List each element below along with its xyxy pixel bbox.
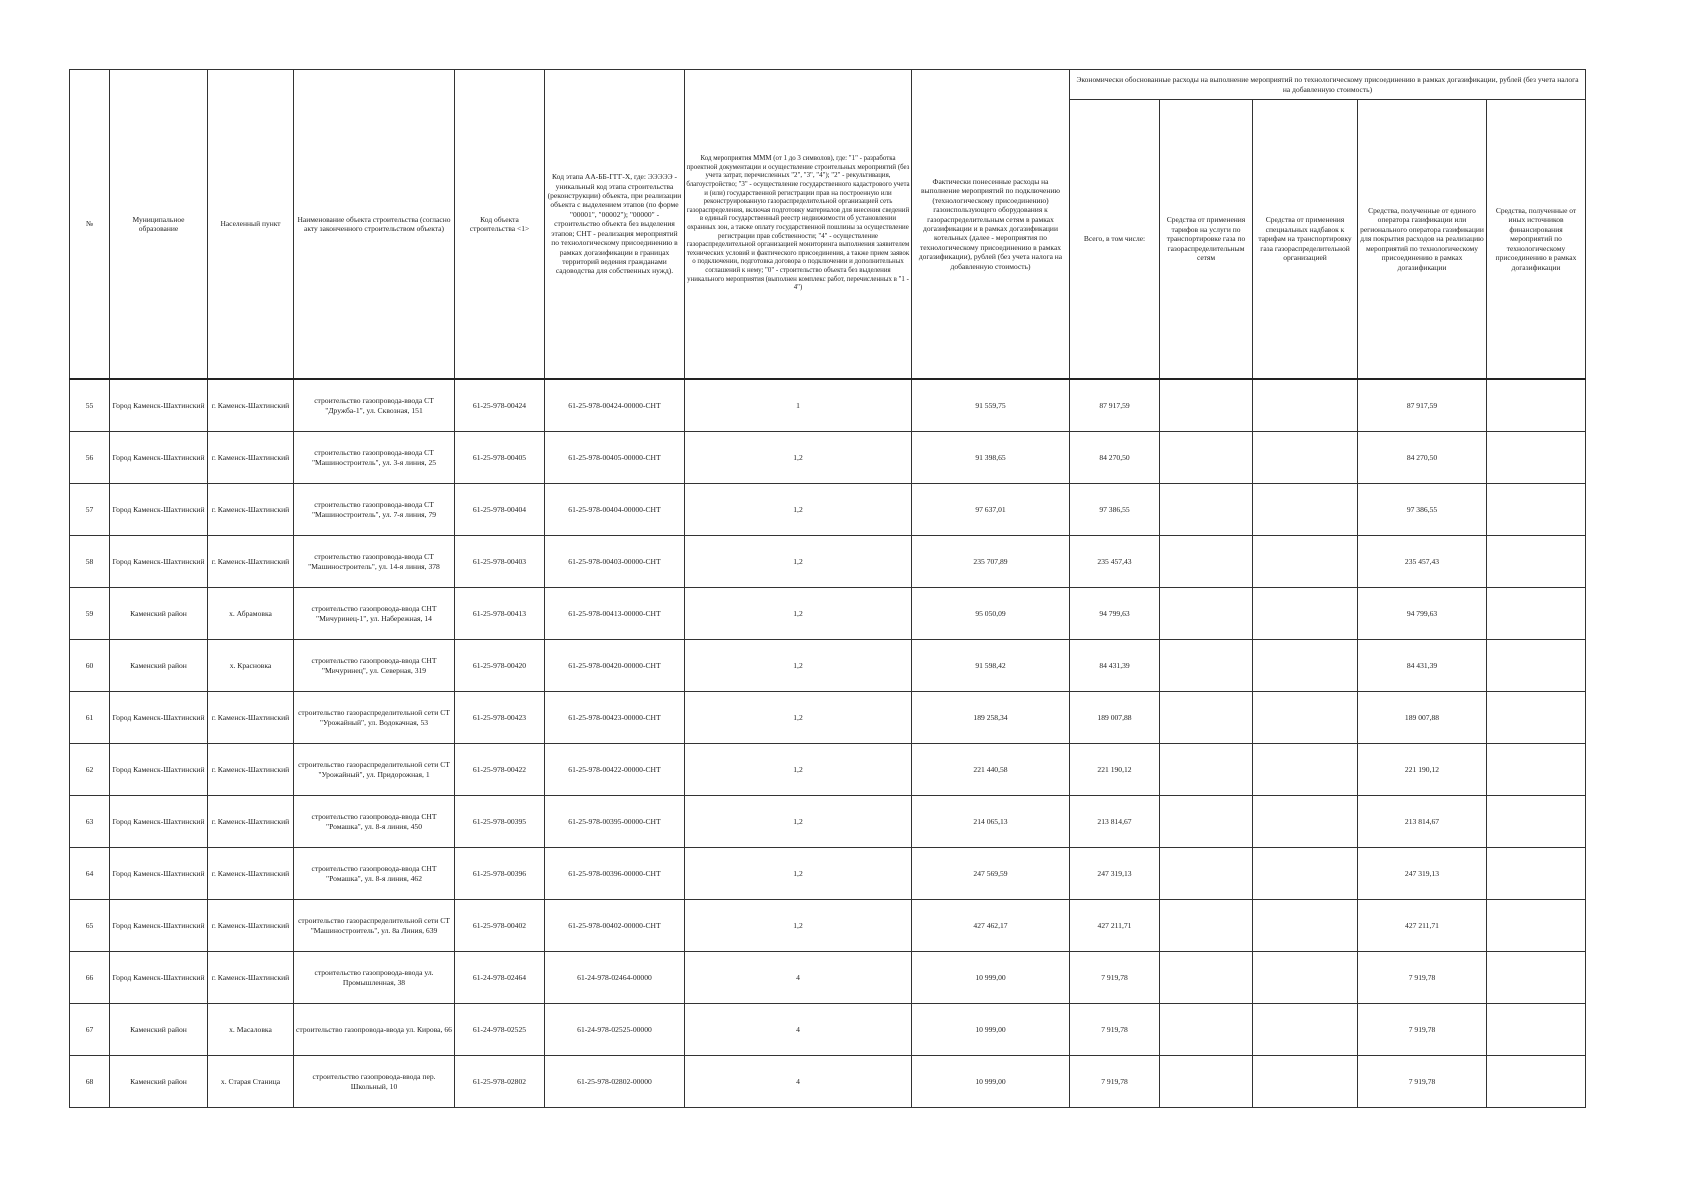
cell-other xyxy=(1487,588,1586,640)
cell-total: 247 319,13 xyxy=(1070,848,1160,900)
cell-other xyxy=(1487,379,1586,432)
cell-surcharges xyxy=(1253,848,1358,900)
cell-surcharges xyxy=(1253,952,1358,1004)
cell-total: 84 431,39 xyxy=(1070,640,1160,692)
header-stage-code: Код этапа АА-ББ-ГГГ-Х, где: ЭЭЭЭЭ - уникальный код этапа строительства (реконструкции) объекта, при реализации объекта с выделением этапов (по форме "00001", "00002"); "00000" - строительство объекта без выделения этапов; СНТ - реализация мероприятий по технологическому присоединению в рамках догазификации в границах территорий ведения гражданами садоводства для собственных нужд). xyxy=(545,70,685,380)
table-row xyxy=(70,379,1586,432)
cell-operator: 427 211,71 xyxy=(1358,900,1487,952)
cell-stage-code: 61-24-978-02464-00000 xyxy=(545,952,685,1004)
cell-actual-costs: 10 999,00 xyxy=(912,1056,1070,1108)
cell-event-code: 1,2 xyxy=(685,848,912,900)
cell-stage-code: 61-25-978-00423-00000-СНТ xyxy=(545,692,685,744)
cell-municipality: Каменский район xyxy=(110,588,208,640)
table-row xyxy=(70,1004,1586,1056)
cell-num: 67 xyxy=(70,1004,110,1056)
cell-num: 57 xyxy=(70,484,110,536)
cell-municipality: Каменский район xyxy=(110,640,208,692)
cell-municipality: Город Каменск-Шахтинский xyxy=(110,848,208,900)
cell-stage-code: 61-25-978-02802-00000 xyxy=(545,1056,685,1108)
cell-municipality: Город Каменск-Шахтинский xyxy=(110,536,208,588)
cell-total: 221 190,12 xyxy=(1070,744,1160,796)
table-row xyxy=(70,588,1586,640)
cell-num: 66 xyxy=(70,952,110,1004)
header-object-code: Код объекта строительства <1> xyxy=(455,70,545,380)
cell-actual-costs: 91 559,75 xyxy=(912,379,1070,432)
cell-object-code: 61-25-978-00396 xyxy=(455,848,545,900)
cell-object-name: строительство газораспределительной сети СТ "Урожайный", ул. Придорожная, 1 xyxy=(294,744,455,796)
cell-tariffs xyxy=(1160,640,1253,692)
cell-surcharges xyxy=(1253,900,1358,952)
cell-other xyxy=(1487,536,1586,588)
cell-other xyxy=(1487,640,1586,692)
cell-stage-code: 61-25-978-00424-00000-СНТ xyxy=(545,379,685,432)
header-econ-group: Экономически обоснованные расходы на выполнение мероприятий по технологическому присоединению в рамках догазификации, рублей (без учета налога на добавленную стоимость) xyxy=(1070,70,1586,100)
cell-tariffs xyxy=(1160,588,1253,640)
cell-event-code: 1,2 xyxy=(685,692,912,744)
cell-operator: 247 319,13 xyxy=(1358,848,1487,900)
cell-settlement: г. Каменск-Шахтинский xyxy=(208,432,294,484)
cell-event-code: 1,2 xyxy=(685,796,912,848)
cell-surcharges xyxy=(1253,796,1358,848)
cell-other xyxy=(1487,796,1586,848)
cell-municipality: Каменский район xyxy=(110,1004,208,1056)
cell-object-name: строительство газопровода-ввода СНТ "Ромашка", ул. 8-я линия, 450 xyxy=(294,796,455,848)
cell-total: 7 919,78 xyxy=(1070,952,1160,1004)
cell-object-code: 61-25-978-00424 xyxy=(455,379,545,432)
cell-object-code: 61-25-978-00402 xyxy=(455,900,545,952)
cell-event-code: 1,2 xyxy=(685,536,912,588)
cell-num: 60 xyxy=(70,640,110,692)
cell-object-code: 61-24-978-02525 xyxy=(455,1004,545,1056)
cell-total: 235 457,43 xyxy=(1070,536,1160,588)
cell-total: 7 919,78 xyxy=(1070,1004,1160,1056)
cell-municipality: Город Каменск-Шахтинский xyxy=(110,692,208,744)
cell-num: 63 xyxy=(70,796,110,848)
cell-settlement: х. Абрамовка xyxy=(208,588,294,640)
cell-municipality: Город Каменск-Шахтинский xyxy=(110,900,208,952)
cell-operator: 87 917,59 xyxy=(1358,379,1487,432)
cell-object-code: 61-25-978-00403 xyxy=(455,536,545,588)
cell-num: 62 xyxy=(70,744,110,796)
cell-object-code: 61-25-978-00413 xyxy=(455,588,545,640)
cell-total: 84 270,50 xyxy=(1070,432,1160,484)
cell-other xyxy=(1487,484,1586,536)
cell-object-code: 61-25-978-00395 xyxy=(455,796,545,848)
cell-num: 64 xyxy=(70,848,110,900)
cell-object-name: строительство газопровода-ввода СНТ "Мичуринец-1", ул. Набережная, 14 xyxy=(294,588,455,640)
cell-municipality: Город Каменск-Шахтинский xyxy=(110,952,208,1004)
cell-settlement: г. Каменск-Шахтинский xyxy=(208,536,294,588)
cell-object-code: 61-25-978-00422 xyxy=(455,744,545,796)
cell-tariffs xyxy=(1160,536,1253,588)
cell-object-name: строительство газораспределительной сети СТ "Урожайный", ул. Водокачная, 53 xyxy=(294,692,455,744)
cell-tariffs xyxy=(1160,692,1253,744)
cell-actual-costs: 427 462,17 xyxy=(912,900,1070,952)
cell-total: 94 799,63 xyxy=(1070,588,1160,640)
table-row xyxy=(70,796,1586,848)
cell-object-code: 61-25-978-00405 xyxy=(455,432,545,484)
cell-num: 58 xyxy=(70,536,110,588)
cell-total: 213 814,67 xyxy=(1070,796,1160,848)
cell-stage-code: 61-25-978-00395-00000-СНТ xyxy=(545,796,685,848)
cell-operator: 221 190,12 xyxy=(1358,744,1487,796)
cell-object-name: строительство газопровода-ввода СНТ "Мичуринец", ул. Северная, 319 xyxy=(294,640,455,692)
cell-other xyxy=(1487,692,1586,744)
cell-stage-code: 61-25-978-00413-00000-СНТ xyxy=(545,588,685,640)
cell-settlement: г. Каменск-Шахтинский xyxy=(208,952,294,1004)
cell-event-code: 4 xyxy=(685,1056,912,1108)
cell-surcharges xyxy=(1253,379,1358,432)
header-tariffs: Средства от применения тарифов на услуги по транспортировке газа по газораспределительным сетям xyxy=(1160,100,1253,380)
cell-settlement: х. Красновка xyxy=(208,640,294,692)
cell-municipality: Каменский район xyxy=(110,1056,208,1108)
cell-stage-code: 61-25-978-00403-00000-СНТ xyxy=(545,536,685,588)
table-header xyxy=(70,70,1586,380)
cell-object-code: 61-25-978-00404 xyxy=(455,484,545,536)
cell-tariffs xyxy=(1160,1004,1253,1056)
cell-actual-costs: 10 999,00 xyxy=(912,952,1070,1004)
cell-other xyxy=(1487,1056,1586,1108)
cell-num: 61 xyxy=(70,692,110,744)
cell-total: 97 386,55 xyxy=(1070,484,1160,536)
header-event-code: Код мероприятия МММ (от 1 до 3 символов), где: "1" - разработка проектной документации и осуществление строительных мероприятий (без учета затрат, перечисленных "2", "3", "4"); "2" - рекультивация, благоустройство; "3" - осуществление государственного кадастрового учета и (или) государственной регистрации прав на построенную или реконструированную газораспределительной организацией сеть газораспределения, включая подготовку материалов для внесения сведений в единый государственный реестр недвижимости об установлении охранных зон, а также оплату государственной пошлины за осуществление регистрации прав собственности; "4" - осуществление газораспределительной организацией мониторинга выполнения заявителем технических условий и фактического присоединения, а также прием заявок о подключении, подготовка договора о подключении и дополнительных соглашений к нему; "0" - строительство объекта без выделения уникального мероприятия (выполнен комплекс работ, перечисленных в "1 - 4") xyxy=(685,70,912,380)
cell-tariffs xyxy=(1160,952,1253,1004)
cell-object-name: строительство газораспределительной сети СТ "Машиностроитель", ул. 8а Линия, 639 xyxy=(294,900,455,952)
cell-surcharges xyxy=(1253,692,1358,744)
table-row xyxy=(70,432,1586,484)
cell-object-name: строительство газопровода-ввода СТ "Машиностроитель", ул. 7-я линия, 79 xyxy=(294,484,455,536)
cell-surcharges xyxy=(1253,744,1358,796)
cell-object-name: строительство газопровода-ввода СТ "Машиностроитель", ул. 14-я линия, 378 xyxy=(294,536,455,588)
cell-municipality: Город Каменск-Шахтинский xyxy=(110,744,208,796)
cell-surcharges xyxy=(1253,536,1358,588)
cell-object-name: строительство газопровода-ввода СНТ "Ромашка", ул. 8-я линия, 462 xyxy=(294,848,455,900)
cell-object-code: 61-24-978-02464 xyxy=(455,952,545,1004)
table-row xyxy=(70,692,1586,744)
cell-tariffs xyxy=(1160,900,1253,952)
gasification-costs-table xyxy=(69,69,1586,1108)
cell-operator: 84 431,39 xyxy=(1358,640,1487,692)
cell-municipality: Город Каменск-Шахтинский xyxy=(110,484,208,536)
cell-settlement: х. Старая Станица xyxy=(208,1056,294,1108)
cell-tariffs xyxy=(1160,432,1253,484)
cell-object-name: строительство газопровода-ввода ул. Кирова, 66 xyxy=(294,1004,455,1056)
cell-object-name: строительство газопровода-ввода СТ "Машиностроитель", ул. 3-я линия, 25 xyxy=(294,432,455,484)
cell-total: 87 917,59 xyxy=(1070,379,1160,432)
cell-stage-code: 61-25-978-00402-00000-СНТ xyxy=(545,900,685,952)
cell-operator: 7 919,78 xyxy=(1358,1056,1487,1108)
cell-settlement: х. Масаловка xyxy=(208,1004,294,1056)
cell-actual-costs: 91 598,42 xyxy=(912,640,1070,692)
cell-total: 427 211,71 xyxy=(1070,900,1160,952)
cell-other xyxy=(1487,952,1586,1004)
cell-operator: 189 007,88 xyxy=(1358,692,1487,744)
cell-operator: 7 919,78 xyxy=(1358,1004,1487,1056)
cell-stage-code: 61-25-978-00422-00000-СНТ xyxy=(545,744,685,796)
cell-other xyxy=(1487,900,1586,952)
header-other: Средства, полученные от иных источников финансирования мероприятий по технологическому присоединению в рамках догазификации xyxy=(1487,100,1586,380)
cell-actual-costs: 235 707,89 xyxy=(912,536,1070,588)
cell-tariffs xyxy=(1160,796,1253,848)
cell-event-code: 1,2 xyxy=(685,744,912,796)
cell-event-code: 1,2 xyxy=(685,484,912,536)
header-num: № xyxy=(70,70,110,380)
cell-event-code: 1,2 xyxy=(685,432,912,484)
cell-other xyxy=(1487,848,1586,900)
cell-object-code: 61-25-978-02802 xyxy=(455,1056,545,1108)
cell-event-code: 4 xyxy=(685,952,912,1004)
cell-num: 68 xyxy=(70,1056,110,1108)
table-body xyxy=(70,379,1586,1108)
cell-tariffs xyxy=(1160,484,1253,536)
table-row xyxy=(70,484,1586,536)
cell-stage-code: 61-25-978-00396-00000-СНТ xyxy=(545,848,685,900)
cell-stage-code: 61-25-978-00404-00000-СНТ xyxy=(545,484,685,536)
cell-tariffs xyxy=(1160,848,1253,900)
cell-surcharges xyxy=(1253,640,1358,692)
cell-settlement: г. Каменск-Шахтинский xyxy=(208,900,294,952)
cell-actual-costs: 214 065,13 xyxy=(912,796,1070,848)
cell-settlement: г. Каменск-Шахтинский xyxy=(208,796,294,848)
cell-operator: 84 270,50 xyxy=(1358,432,1487,484)
cell-event-code: 1,2 xyxy=(685,900,912,952)
header-actual-costs: Фактически понесенные расходы на выполнение мероприятий по подключению (технологическому присоединению) газоиспользующего оборудования к газораспределительным сетям в рамках догазификации и в рамках догазификации котельных (далее - мероприятия по технологическому присоединению в рамках догазификации), рублей (без учета налога на добавленную стоимость) xyxy=(912,70,1070,380)
cell-operator: 94 799,63 xyxy=(1358,588,1487,640)
header-municipality: Муниципальное образование xyxy=(110,70,208,380)
cell-operator: 235 457,43 xyxy=(1358,536,1487,588)
cell-object-code: 61-25-978-00420 xyxy=(455,640,545,692)
cell-municipality: Город Каменск-Шахтинский xyxy=(110,432,208,484)
cell-settlement: г. Каменск-Шахтинский xyxy=(208,692,294,744)
cell-event-code: 1,2 xyxy=(685,588,912,640)
cell-total: 189 007,88 xyxy=(1070,692,1160,744)
header-object-name: Наименование объекта строительства (согласно акту законченного строительством объекта) xyxy=(294,70,455,380)
cell-operator: 7 919,78 xyxy=(1358,952,1487,1004)
cell-actual-costs: 97 637,01 xyxy=(912,484,1070,536)
cell-event-code: 1 xyxy=(685,379,912,432)
cell-actual-costs: 189 258,34 xyxy=(912,692,1070,744)
cell-surcharges xyxy=(1253,588,1358,640)
cell-object-name: строительство газопровода-ввода ул. Промышленная, 38 xyxy=(294,952,455,1004)
cell-surcharges xyxy=(1253,484,1358,536)
cell-actual-costs: 221 440,58 xyxy=(912,744,1070,796)
table-row xyxy=(70,536,1586,588)
cell-num: 59 xyxy=(70,588,110,640)
cell-total: 7 919,78 xyxy=(1070,1056,1160,1108)
header-operator: Средства, полученные от единого оператора газификации или регионального оператора газификации для покрытия расходов на реализацию мероприятий по технологическому присоединению в рамках догазификации xyxy=(1358,100,1487,380)
cell-actual-costs: 10 999,00 xyxy=(912,1004,1070,1056)
cell-other xyxy=(1487,744,1586,796)
cell-surcharges xyxy=(1253,1004,1358,1056)
cell-num: 56 xyxy=(70,432,110,484)
cell-actual-costs: 91 398,65 xyxy=(912,432,1070,484)
cell-actual-costs: 95 050,09 xyxy=(912,588,1070,640)
table-row xyxy=(70,900,1586,952)
cell-stage-code: 61-25-978-00405-00000-СНТ xyxy=(545,432,685,484)
cell-operator: 213 814,67 xyxy=(1358,796,1487,848)
cell-settlement: г. Каменск-Шахтинский xyxy=(208,379,294,432)
cell-settlement: г. Каменск-Шахтинский xyxy=(208,848,294,900)
cell-object-code: 61-25-978-00423 xyxy=(455,692,545,744)
cell-municipality: Город Каменск-Шахтинский xyxy=(110,796,208,848)
cell-num: 55 xyxy=(70,379,110,432)
cell-tariffs xyxy=(1160,379,1253,432)
header-surcharges: Средства от применения специальных надбавок к тарифам на транспортировку газа газораспределительной организацией xyxy=(1253,100,1358,380)
table-row xyxy=(70,848,1586,900)
cell-event-code: 4 xyxy=(685,1004,912,1056)
cell-tariffs xyxy=(1160,1056,1253,1108)
cell-other xyxy=(1487,432,1586,484)
cell-operator: 97 386,55 xyxy=(1358,484,1487,536)
cell-object-name: строительство газопровода-ввода пер. Школьный, 10 xyxy=(294,1056,455,1108)
cell-num: 65 xyxy=(70,900,110,952)
header-settlement: Населенный пункт xyxy=(208,70,294,380)
cell-tariffs xyxy=(1160,744,1253,796)
cell-object-name: строительство газопровода-ввода СТ "Дружба-1", ул. Сквозная, 151 xyxy=(294,379,455,432)
table-row xyxy=(70,744,1586,796)
cell-settlement: г. Каменск-Шахтинский xyxy=(208,744,294,796)
cell-municipality: Город Каменск-Шахтинский xyxy=(110,379,208,432)
cell-actual-costs: 247 569,59 xyxy=(912,848,1070,900)
cell-surcharges xyxy=(1253,1056,1358,1108)
cell-stage-code: 61-25-978-00420-00000-СНТ xyxy=(545,640,685,692)
cell-surcharges xyxy=(1253,432,1358,484)
table-row xyxy=(70,1056,1586,1108)
cell-other xyxy=(1487,1004,1586,1056)
cell-settlement: г. Каменск-Шахтинский xyxy=(208,484,294,536)
cell-event-code: 1,2 xyxy=(685,640,912,692)
table-row xyxy=(70,952,1586,1004)
header-total: Всего, в том числе: xyxy=(1070,100,1160,380)
cell-stage-code: 61-24-978-02525-00000 xyxy=(545,1004,685,1056)
table-row xyxy=(70,640,1586,692)
